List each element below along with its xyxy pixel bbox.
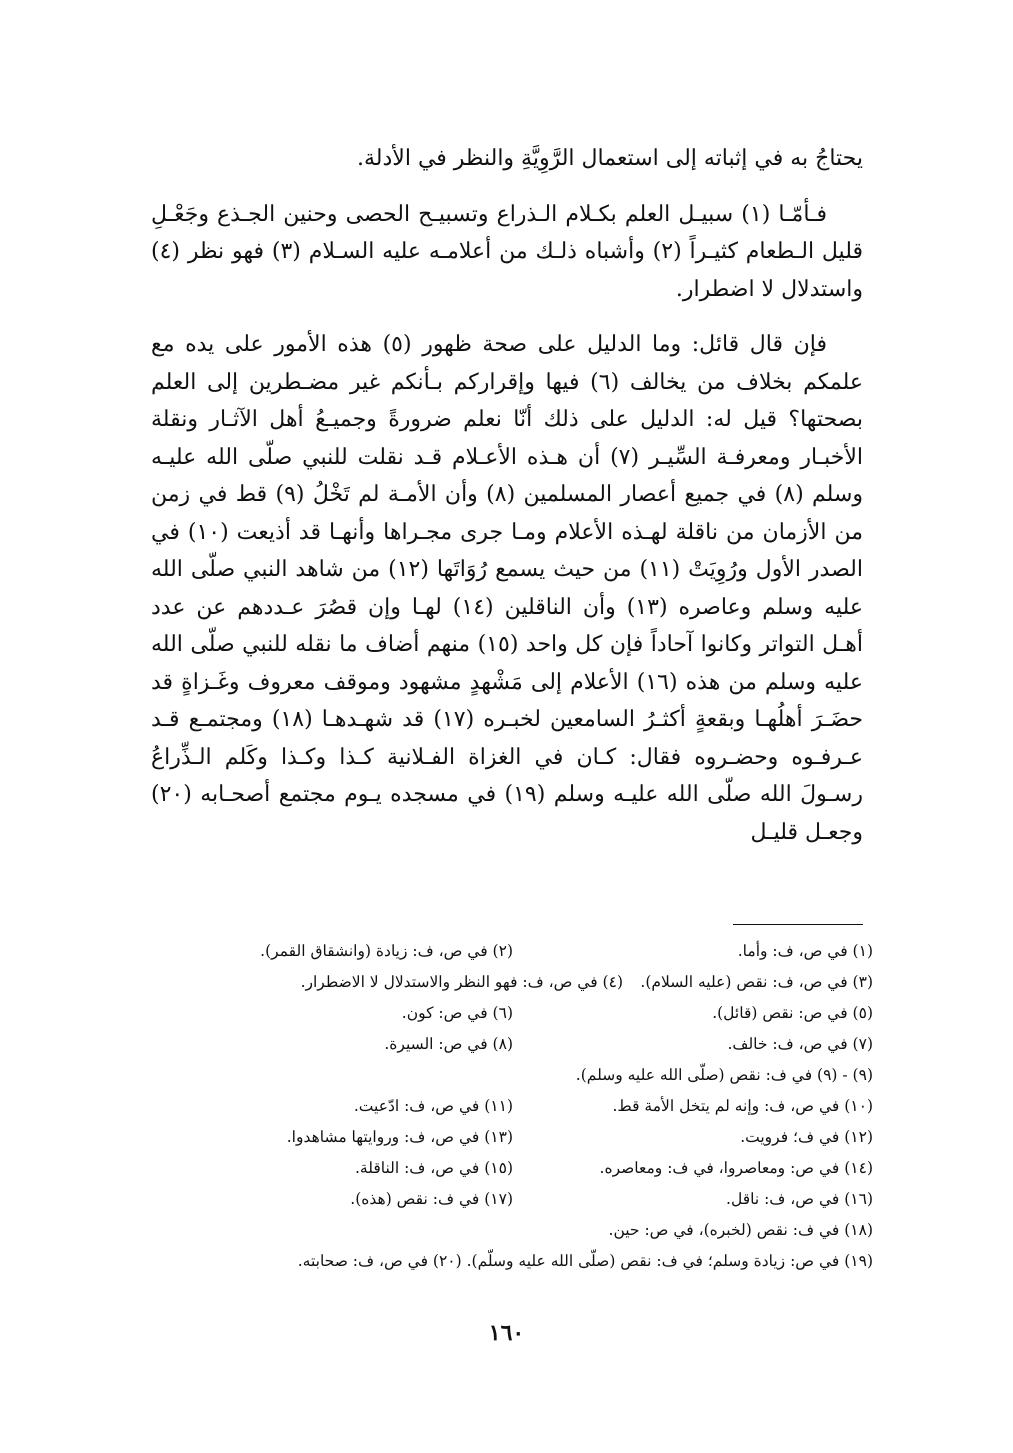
footnote-5: (٥) في ص: نقص (قائل). <box>712 1004 873 1022</box>
footnote-8: (٨) في ص: السيرة. <box>384 1035 513 1053</box>
footnote-10: (١٠) في ص، ف: وإنه لم يتخل الأمة قط. <box>612 1097 873 1115</box>
footnote-row <box>153 1091 873 1122</box>
footnote-row <box>153 1122 873 1153</box>
footnote-1: (١) في ص، ف: وأما. <box>737 942 873 960</box>
footnote-4: (٤) في ص، ف: فهو النظر والاستدلال لا الاضطرار. <box>300 973 623 991</box>
footnotes <box>153 936 873 1277</box>
paragraph-3: فإن قال قائل: وما الدليل على صحة ظهور (٥) هذه الأمور على يده مع علمكم بخلاف من يخالف (٦) فيها وإقراركم بـأنكم غير مضـطرين إلى العلم بصحتها؟ قيل له: الدليل على ذلك أنّا نعلم ضرورةً وجميـعُ أهل الآثـار ونقلة الأخبـار ومعرفـة السِّيـر (٧) أن هـذه الأعـلام قـد نقلت للنبي صلّى الله عليـه وسلم (٨) في جميع أعصار المسلمين (٨) وأن الأمـة لم تَخْلُ (٩) قط في زمن من الأزمان من ناقلة لهـذه الأعلام ومـا جرى مجـراها وأنهـا قد أذيعت (١٠) في الصدر الأول ورُوِيَتْ (١١) من حيث يسمع رُوَاتَها (١٢) من شاهد النبي صلّى الله عليه وسلم وعاصره (١٣) وأن الناقلين (١٤) لهـا وإن قصُرَ عـددهم عن عدد أهـل التواتر وكانوا آحاداً فإن كل واحد (١٥) منهم أضاف ما نقله للنبي صلّى الله عليه وسلم من هذه (١٦) الأعلام إلى مَشْهدٍ مشهود وموقف معروف وغَـزاةٍ قد حضَـرَ أهلُهـا وبقعةٍ أكثـرُ السامعين لخبـره (١٧) قد شهـدهـا (١٨) ومجتمـع قـد عـرفـوه وحضـروه فقال: كـان في الغزاة الفـلانية كـذا وكـذا وكَلم الـذِّراعُ رسـولَ الله صلّى الله عليـه وسلم (١٩) في مسجده يـوم مجتمع أصحـابه (٢٠) وجعـل قليـل <box>151 332 864 845</box>
footnote-15: (١٥) في ص، ف: الناقلة. <box>354 1159 513 1177</box>
footnote-2: (٢) في ص، ف: زيادة (وانشقاق القمر). <box>260 942 513 960</box>
footnote-14: (١٤) في ص: ومعاصروا، في ف: ومعاصره. <box>599 1159 873 1177</box>
footnote-9: (٩) - (٩) في ف: نقص (صلّى الله عليه وسلم). <box>575 1066 873 1084</box>
footnote-17: (١٧) في ف: نقص (هذه). <box>350 1190 513 1208</box>
footnote-row <box>153 936 873 967</box>
footnote-12: (١٢) في ف؛ فرويت. <box>740 1128 873 1146</box>
page-number: ١٦٠ <box>488 1320 525 1346</box>
paragraph-1: يحتاجُ به في إثباته إلى استعمال الرَّوِيَّةِ والنظر في الأدلة. <box>357 146 863 171</box>
paragraph-2: فـأمّـا (١) سبيـل العلم بكـلام الـذراع وتسبيـح الحصى وحنين الجـذع وجَعْـلِ قليل الـطعام كثيـراً (٢) وأشباه ذلـك من أعلامـه عليه السـلام (٣) فهو نظر (٤) واستدلال لا اضطرار. <box>151 201 863 302</box>
footnote-16: (١٦) في ص، ف: ناقل. <box>726 1190 873 1208</box>
footnote-3: (٣) في ص، ف: نقص (عليه السلام). <box>640 973 873 991</box>
footnote-13: (١٣) في ص، ف: وروايتها مشاهدوا. <box>286 1128 513 1146</box>
footnote-7: (٧) في ص، ف: خالف. <box>727 1035 873 1053</box>
footnote-row <box>153 1184 873 1215</box>
footnote-row <box>153 1029 873 1060</box>
footnote-19-20: (١٩) في ص: زيادة وسلم؛ في ف: نقص (صلّى الله عليه وسلّم). (٢٠) في ص، ف: صحابته. <box>297 1252 873 1270</box>
footnote-separator <box>733 924 863 925</box>
footnote-18: (١٨) في ف: نقص (لخبره)، في ص: حين. <box>608 1221 873 1239</box>
footnote-row <box>153 998 873 1029</box>
footnote-row <box>153 967 873 998</box>
footnote-row <box>153 1153 873 1184</box>
footnote-6: (٦) في ص: كون. <box>401 1004 513 1022</box>
footnote-11: (١١) في ص، ف: ادّعيت. <box>353 1097 513 1115</box>
main-text <box>151 140 863 851</box>
